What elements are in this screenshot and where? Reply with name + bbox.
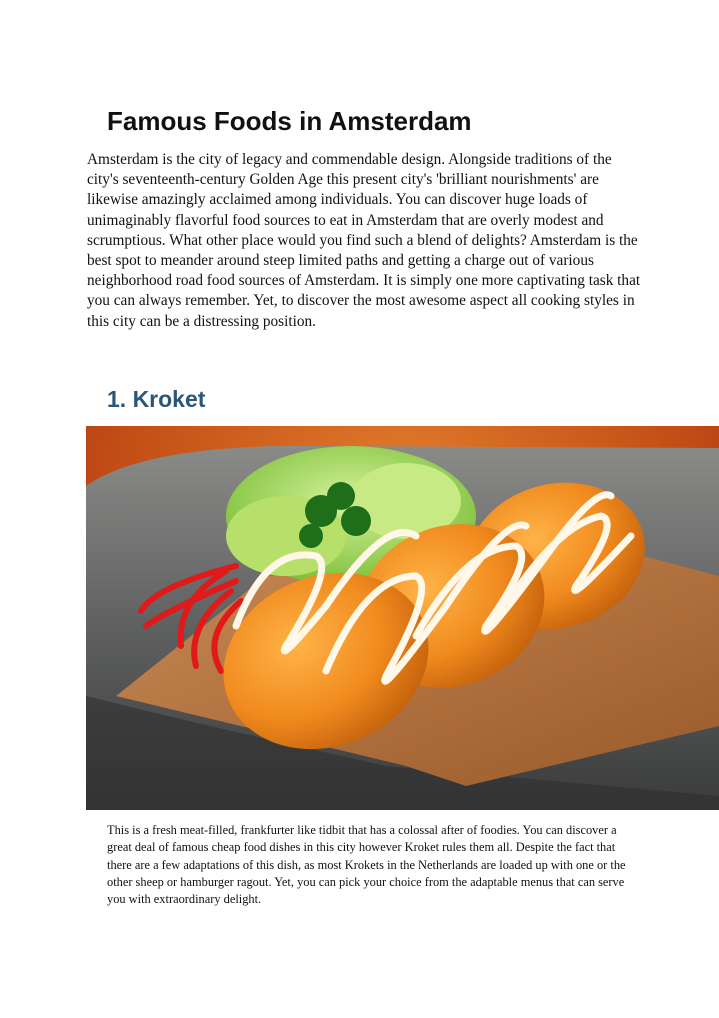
kroket-photo bbox=[86, 426, 719, 810]
kroket-description: This is a fresh meat-filled, frankfurter like tidbit that has a colossal after of foodies. You can discover a great deal of famous cheap food dishes in this city however Kroket rules them all. Despite the fact that there are a few adaptations of this dish, as most Krokets in the Netherlands are loaded up with one or the other sheep or hamburger ragout. Yet, you can pick your choice from the adaptable menus that can serve you with extraordinary delight. bbox=[107, 823, 626, 907]
section-heading-kroket: 1. Kroket bbox=[107, 386, 206, 412]
page-title: Famous Foods in Amsterdam bbox=[107, 106, 472, 136]
intro-paragraph: Amsterdam is the city of legacy and commendable design. Alongside traditions of the city's seventeenth-century Golden Age this present city's 'brilliant nourishments' are likewise amazingly acclaimed among individuals. You can discover huge loads of unimaginably flavorful food sources to eat in Amsterdam that are overly modest and scrumptious. What other place would you find such a blend of delights? Amsterdam is the best spot to meander around steep limited paths and getting a charge out of various neighborhood road food sources of Amsterdam. It is simply one more captivating task that you can always remember. Yet, to discover the most awesome aspect all cooking styles in this city can be a distressing position. bbox=[87, 151, 641, 330]
